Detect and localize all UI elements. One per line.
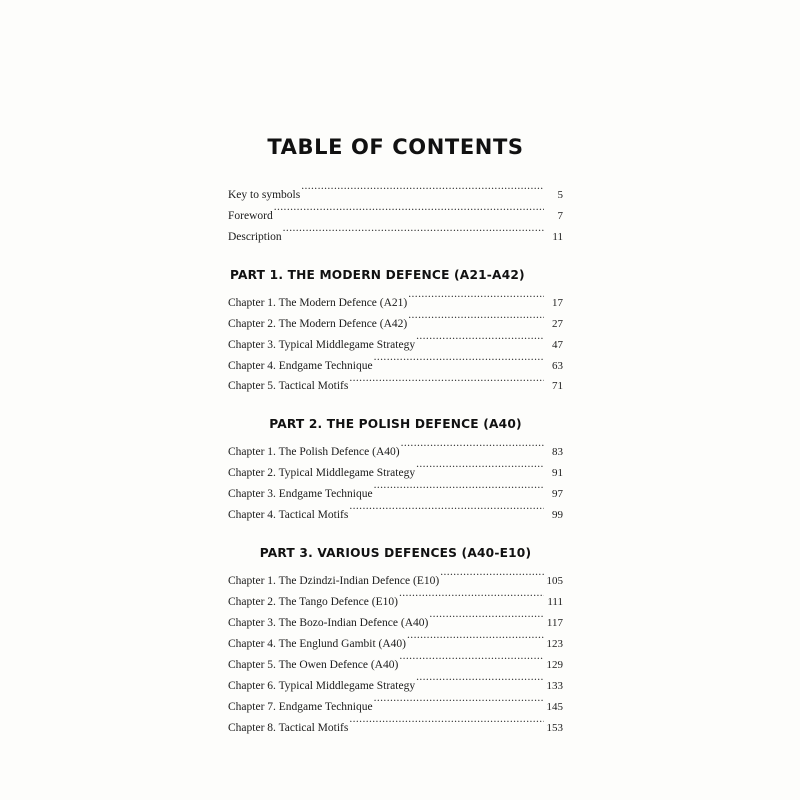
dot-leader	[374, 358, 544, 369]
list-item[interactable]	[228, 335, 563, 356]
entry-page-number: 129	[546, 658, 563, 671]
table-of-contents	[228, 135, 563, 738]
dot-leader	[274, 208, 544, 219]
list-item[interactable]	[228, 376, 563, 397]
entry-label: Chapter 1. The Polish Defence (A40)	[228, 446, 400, 459]
entry-label: Key to symbols	[228, 189, 301, 201]
entry-label: Chapter 5. Tactical Motifs	[228, 380, 349, 393]
entry-label: Chapter 3. The Bozo-Indian Defence (A40)	[228, 616, 429, 629]
list-item[interactable]	[228, 676, 563, 697]
entry-page-number: 91	[552, 467, 563, 480]
list-item[interactable]	[228, 463, 563, 484]
entry-label: Chapter 1. The Modern Defence (A21)	[228, 296, 408, 309]
list-item[interactable]	[228, 697, 563, 718]
dot-leader	[374, 486, 544, 497]
entry-page-number: 47	[552, 338, 563, 351]
dot-leader	[416, 337, 544, 348]
entry-label: Chapter 4. Endgame Technique	[228, 359, 373, 372]
dot-leader	[408, 295, 544, 306]
page-title: TABLE OF CONTENTS	[267, 135, 524, 159]
list-item[interactable]	[228, 571, 563, 592]
list-item[interactable]	[228, 227, 563, 248]
entry-page-number: 145	[546, 700, 563, 713]
entry-page-number: 83	[552, 446, 563, 459]
list-item[interactable]	[228, 356, 563, 377]
dot-leader	[349, 378, 544, 389]
entry-label: Chapter 3. Typical Middlegame Strategy	[228, 338, 416, 351]
entry-page-number: 97	[552, 488, 563, 501]
dot-leader	[399, 657, 544, 668]
entry-label: Chapter 6. Typical Middlegame Strategy	[228, 679, 416, 692]
entry-label: Chapter 1. The Dzindzi-Indian Defence (E10)	[228, 575, 440, 588]
entry-page-number: 71	[552, 380, 563, 393]
entry-label: Chapter 3. Endgame Technique	[228, 488, 373, 501]
entry-page-number: 5	[557, 189, 563, 201]
chapter-list	[228, 442, 563, 526]
entry-page-number: 63	[552, 359, 563, 372]
part-heading: PART 1. THE MODERN DEFENCE (A21-A42)	[230, 267, 525, 282]
entry-label: Chapter 2. The Modern Defence (A42)	[228, 317, 408, 330]
dot-leader	[407, 636, 544, 647]
entry-page-number: 117	[546, 616, 563, 629]
entry-page-number: 105	[546, 575, 563, 588]
list-item[interactable]	[228, 206, 563, 227]
dot-leader	[408, 316, 544, 327]
dot-leader	[301, 187, 544, 198]
entry-page-number: 11	[552, 230, 563, 243]
entry-label: Foreword	[228, 209, 273, 222]
dot-leader	[401, 444, 544, 455]
list-item[interactable]	[228, 655, 563, 676]
front-matter-list	[228, 185, 563, 248]
entry-page-number: 153	[546, 721, 563, 734]
entry-label: Chapter 4. Tactical Motifs	[228, 509, 349, 522]
entry-label: Chapter 7. Endgame Technique	[228, 700, 373, 713]
dot-leader	[283, 229, 544, 240]
part-heading: PART 3. VARIOUS DEFENCES (A40-E10)	[259, 546, 532, 561]
dot-leader	[349, 507, 544, 518]
list-item[interactable]	[228, 613, 563, 634]
list-item[interactable]	[228, 718, 563, 739]
part-section-2	[228, 417, 563, 526]
entry-label: Chapter 2. Typical Middlegame Strategy	[228, 467, 416, 480]
dot-leader	[399, 594, 544, 605]
list-item[interactable]	[228, 314, 563, 335]
entry-page-number: 99	[552, 509, 563, 522]
list-item[interactable]	[228, 185, 563, 206]
dot-leader	[416, 465, 544, 476]
entry-label: Chapter 5. The Owen Defence (A40)	[228, 658, 399, 671]
entry-label: Description	[228, 230, 282, 243]
list-item[interactable]	[228, 505, 563, 526]
part-heading: PART 2. THE POLISH DEFENCE (A40)	[269, 417, 522, 432]
chapter-list	[228, 293, 563, 398]
list-item[interactable]	[228, 634, 563, 655]
entry-page-number: 27	[552, 317, 563, 330]
entry-page-number: 123	[546, 637, 563, 650]
dot-leader	[440, 573, 544, 584]
entry-page-number: 7	[557, 209, 563, 222]
entry-page-number: 133	[546, 679, 563, 692]
dot-leader	[429, 615, 544, 626]
entry-page-number: 111	[547, 595, 563, 608]
entry-label: Chapter 8. Tactical Motifs	[228, 721, 349, 734]
list-item[interactable]	[228, 484, 563, 505]
part-section-1	[228, 268, 563, 398]
dot-leader	[349, 720, 544, 731]
entry-page-number: 17	[552, 296, 563, 309]
dot-leader	[416, 678, 544, 689]
entry-label: Chapter 2. The Tango Defence (E10)	[228, 595, 398, 608]
entry-label: Chapter 4. The Englund Gambit (A40)	[228, 637, 407, 650]
list-item[interactable]	[228, 442, 563, 463]
part-section-3	[228, 546, 563, 738]
dot-leader	[374, 699, 544, 710]
list-item[interactable]	[228, 592, 563, 613]
list-item[interactable]	[228, 293, 563, 314]
chapter-list	[228, 571, 563, 738]
